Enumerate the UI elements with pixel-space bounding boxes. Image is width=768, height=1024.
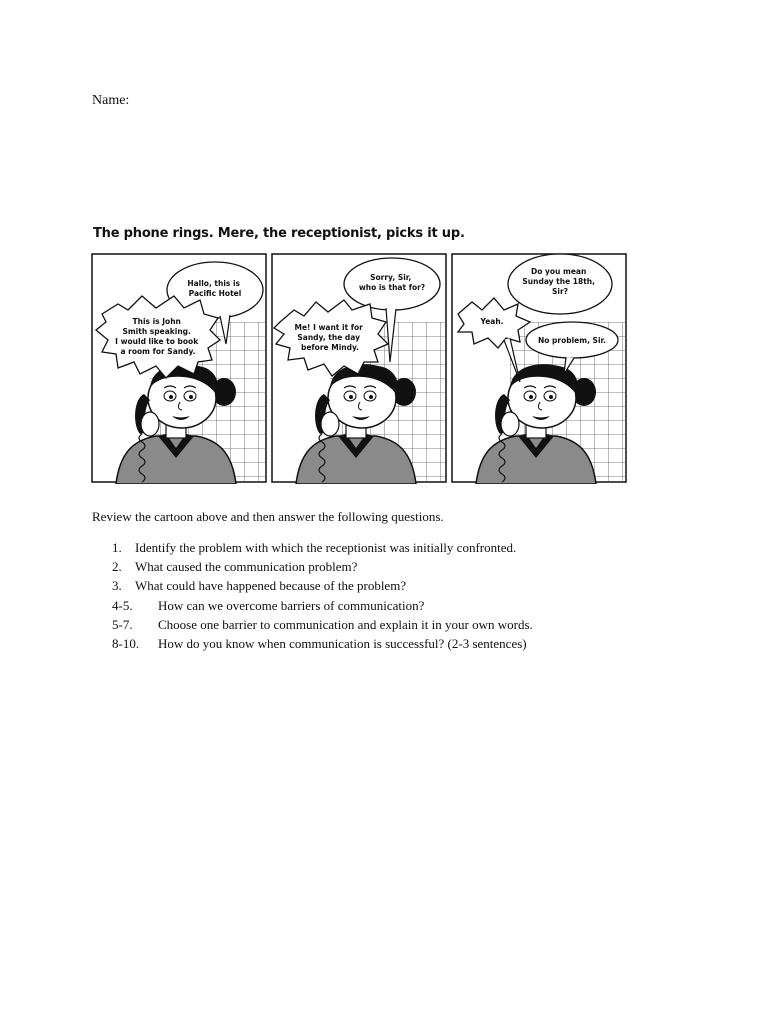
comic-strip [90,252,630,484]
bubble-line: Sandy, the day [297,333,361,342]
comic-panel-1 [92,254,266,484]
panel1-receptionist-bubble [187,279,242,298]
question-item [112,596,533,615]
question-item [112,538,533,557]
question-number: 1. [112,540,122,555]
instructions: Review the cartoon above and then answer the following questions. [92,509,444,524]
bubble-line: a room for Sandy. [120,347,196,356]
question-list [112,538,533,653]
question-text: How do you know when communication is successful? (2-3 sentences) [158,636,527,652]
question-number: 4-5. [112,597,133,613]
bubble-line: Sunday the 18th, [522,277,595,286]
question-text: Choose one barrier to communication and explain it in your own words. [158,616,533,632]
bubble-line: Sir? [551,287,569,296]
bubble-line: Do you mean [531,267,587,276]
question-item [112,615,533,634]
comic-panel-2 [272,254,446,484]
bubble-line: Smith speaking. [122,327,191,336]
name-label: Name: [92,93,130,108]
question-text: Identify the problem with which the receptionist was initially confronted. [135,540,517,555]
bubble-line: I would like to book [115,337,199,346]
bubble-line: Sorry, Sir, [370,273,412,282]
question-item [112,634,533,653]
bubble-line: before Mindy. [300,343,360,352]
question-number: 3. [112,578,122,594]
comic-strip-image [90,252,630,484]
bubble-line: who is that for? [358,283,426,292]
bubble-line: This is John [132,317,181,326]
question-text: What could have happened because of the problem? [135,578,407,594]
bubble-line: Me! I want it for [294,323,363,332]
panel3-caller-bubble [479,317,503,326]
bubble-line: Yeah. [480,317,504,326]
question-number: 8-10. [112,636,140,652]
question-number: 2. [112,559,122,575]
cartoon-caption: The phone rings. Mere, the receptionist, picks it up. [93,226,465,241]
panel3-receptionist-reply-bubble [538,336,606,345]
question-text: How can we overcome barriers of communication? [158,597,425,613]
comic-panel-3 [452,254,626,484]
panel2-caller-bubble [294,323,365,352]
bubble-line: Pacific Hotel [188,289,242,298]
bubble-line: Hallo, this is [187,279,241,288]
question-item [112,557,533,576]
bubble-line: No problem, Sir. [537,336,607,345]
question-item [112,576,533,595]
question-number: 5-7. [112,616,133,632]
question-text: What caused the communication problem? [135,559,358,575]
